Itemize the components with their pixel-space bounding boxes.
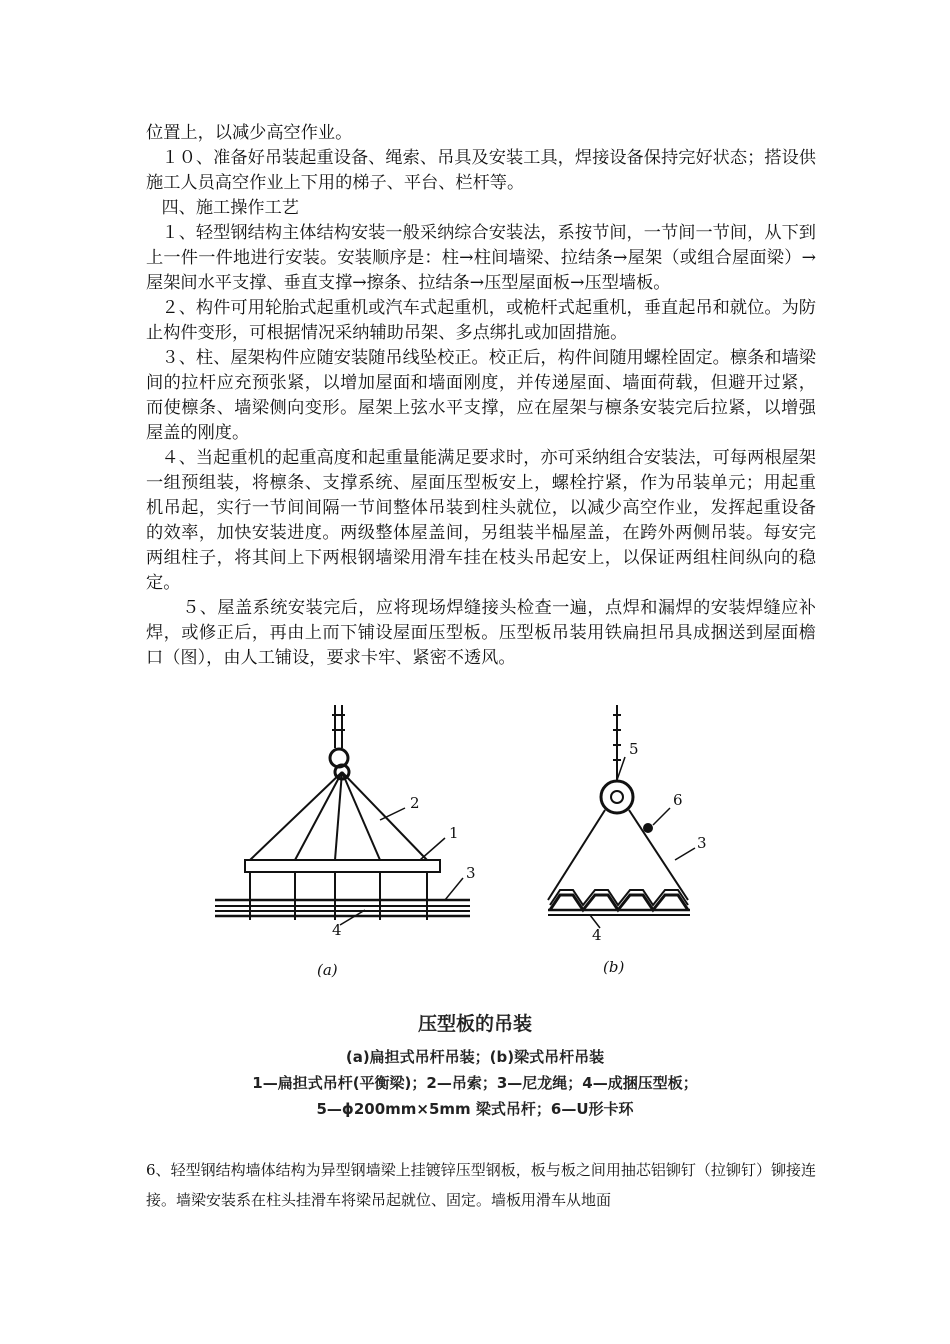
diagram-b	[548, 705, 695, 928]
label-3-a: 3	[466, 864, 476, 882]
paragraph-item-1: １、轻型钢结构主体结构安装一般采纳综合安装法，系按节间，一节间一节间，从下到上一件一件地进行安装。安装顺序是：柱→柱间墙梁、拉结条→屋架（或组合屋面梁）→屋架间水平支撑、垂直支撑→擦条、拉结条→压型屋面板→压型墙板。	[146, 223, 816, 293]
paragraph-item-3: ３、柱、屋架构件应随安装随吊线坠校正。校正后，构件间随用螺栓固定。檩条和墙梁间的拉杆应充预张紧，以增加屋面和墙面刚度，并传递屋面、墙面荷载，但避开过紧，而使檩条、墙梁侧向变形。屋架上弦水平支撑，应在屋架与檩条安装完后拉紧，以增强屋盖的刚度。	[146, 348, 816, 443]
lifting-diagram	[205, 700, 745, 1000]
paragraph-continuation: 位置上，以减少高空作业。	[146, 123, 353, 143]
label-6: 6	[673, 791, 683, 809]
section-heading: 四、施工操作工艺	[161, 198, 299, 218]
paragraph-item-10: １０、准备好吊装起重设备、绳索、吊具及安装工具，焊接设备保持完好状态；搭设供施工人员高空作业上下用的梯子、平台、栏杆等。	[146, 148, 816, 193]
body-text-block-2	[146, 1155, 816, 1215]
diagram-a	[215, 705, 470, 925]
paragraph-item-2: ２、构件可用轮胎式起重机或汽车式起重机，或桅杆式起重机，垂直起吊和就位。为防止构件变形，可根据情况采纳辅助吊架、多点绑扎或加固措施。	[146, 298, 816, 343]
paragraph-item-5: ５、屋盖系统安装完后，应将现场焊缝接头检查一遍，点焊和漏焊的安装焊缝应补焊，或修正后，再由上而下铺设屋面压型板。压型板吊装用铁扁担吊具成捆送到屋面檐口（图），由人工铺设，要求卡牢、紧密不透风。	[146, 598, 816, 668]
label-1: 1	[449, 824, 459, 842]
caption-line-1: (a)扁担式吊杆吊装；(b)梁式吊杆吊装	[345, 1048, 605, 1066]
caption-title: 压型板的吊装	[417, 1013, 532, 1035]
caption-line-3: 5—ϕ200mm×5mm 梁式吊杆；6—U形卡环	[316, 1100, 634, 1118]
label-4-b: 4	[592, 926, 602, 944]
paragraph-item-4: ４、当起重机的起重高度和起重量能满足要求时，亦可采纳组合安装法，可每两根屋架一组预组装，将檩条、支撑系统、屋面压型板安上，螺栓拧紧，作为吊装单元；用起重机吊起，实行一节间间隔一节间整体吊装到柱头就位，以减少高空作业，发挥起重设备的效率，加快安装进度。两级整体屋盖间，另组装半榀屋盖，在跨外两侧吊装。每安完两组柱子，将其间上下两根钢墙梁用滑车挂在枝头吊起安上，以保证两组柱间纵向的稳定。	[146, 448, 816, 593]
body-text-block	[146, 121, 816, 671]
caption-label-a: (a)	[317, 961, 338, 979]
caption-line-2: 1—扁担式吊杆(平衡梁)；2—吊索；3—尼龙绳；4—成捆压型板；	[252, 1074, 698, 1092]
caption-label-b: (b)	[603, 958, 625, 976]
figure-caption	[200, 1010, 750, 1122]
label-4-a: 4	[332, 921, 342, 939]
label-2: 2	[410, 794, 420, 812]
label-5: 5	[629, 740, 639, 758]
label-3-b: 3	[697, 834, 707, 852]
paragraph-item-6: 6、轻型钢结构墙体结构为异型钢墙梁上挂镀锌压型钢板，板与板之间用抽芯铝铆钉（拉铆钉）铆接连接。墙梁安装系在柱头挂滑车将梁吊起就位、固定。墙板用滑车从地面	[146, 1161, 816, 1209]
